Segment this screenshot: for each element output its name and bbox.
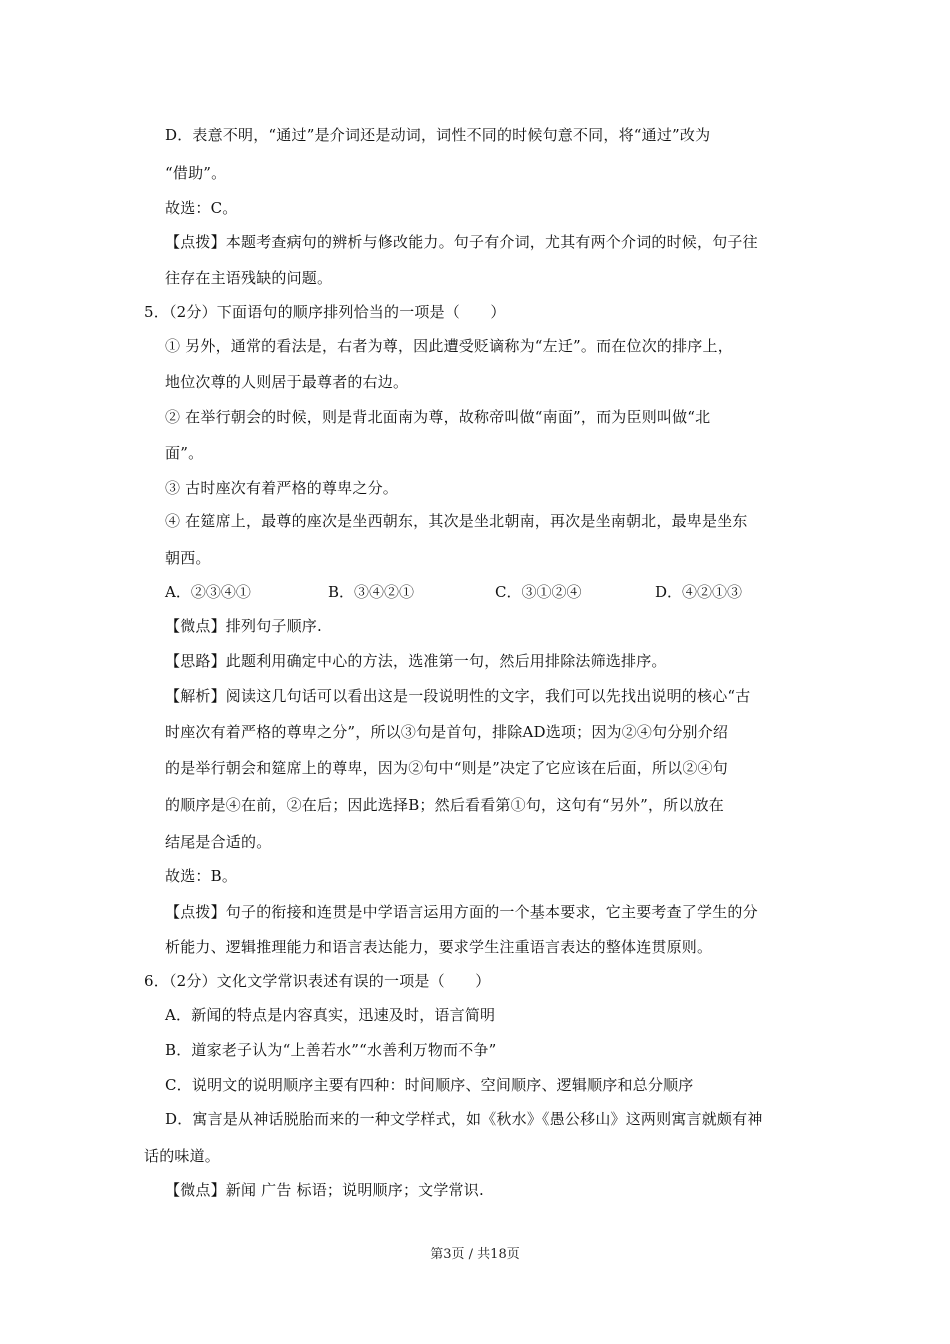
q6-option-d-line2: 话的味道。 — [144, 1147, 221, 1165]
q6-option-a: A．新闻的特点是内容真实，迅速及时，语言简明 — [165, 1006, 496, 1024]
q4-option-d-line1: D．表意不明，“通过”是介词还是动词，词性不同的时候句意不同，将“通过”改为 — [165, 126, 711, 144]
q5-sentence2-line2: 面”。 — [165, 444, 204, 462]
q5-option-a: A．②③④① — [165, 583, 251, 601]
q5-silu: 【思路】此题利用确定中心的方法，选准第一句，然后用排除法筛选排序。 — [165, 652, 667, 670]
q4-answer: 故选：C。 — [165, 199, 238, 217]
q5-jiexi-line2: 时座次有着严格的尊卑之分”，所以③句是首句，排除AD选项；因为②④句分别介绍 — [165, 723, 729, 741]
q6-option-c: C．说明文的说明顺序主要有四种：时间顺序、空间顺序、逻辑顺序和总分顺序 — [165, 1076, 694, 1094]
q6-option-d-line1: D．寓言是从神话脱胎而来的一种文学样式，如《秋水》《愚公移山》这两则寓言就颇有神 — [165, 1110, 763, 1128]
q5-jiexi-line3: 的是举行朝会和筵席上的尊卑，因为②句中“则是”决定了它应该在后面，所以②④句 — [165, 759, 728, 777]
q5-sentence4-line2: 朝西。 — [165, 549, 211, 567]
q5-options — [165, 582, 785, 602]
q5-jiexi-line5: 结尾是合适的。 — [165, 833, 272, 851]
q5-jiexi-line4: 的顺序是④在前，②在后；因此选择B；然后看看第①句，这句有“另外”，所以放在 — [165, 796, 724, 814]
q5-sentence3: ③ 古时座次有着严格的尊卑之分。 — [165, 479, 398, 497]
q5-option-d: D．④②①③ — [655, 583, 743, 601]
q6-stem: 6．（2分）文化文学常识表述有误的一项是（ ） — [144, 972, 491, 990]
q5-tip-line2: 析能力、逻辑推理能力和语言表达能力，要求学生注重语言表达的整体连贯原则。 — [165, 938, 713, 956]
q5-sentence4-line1: ④ 在筵席上，最尊的座次是坐西朝东，其次是坐北朝南，再次是坐南朝北，最卑是坐东 — [165, 512, 748, 530]
q5-stem: 5．（2分）下面语句的顺序排列恰当的一项是（ ） — [144, 303, 506, 321]
q5-option-b: B．③④②① — [328, 583, 415, 601]
page-number-footer: 第3页 / 共18页 — [430, 1247, 520, 1262]
q6-weidian: 【微点】新闻 广告 标语；说明顺序；文学常识. — [165, 1181, 484, 1199]
q5-option-c: C．③①②④ — [495, 583, 582, 601]
q5-weidian: 【微点】排列句子顺序. — [165, 617, 322, 635]
q5-answer: 故选：B。 — [165, 867, 238, 885]
q5-tip-line1: 【点拨】句子的衔接和连贯是中学语言运用方面的一个基本要求，它主要考查了学生的分 — [165, 903, 758, 921]
q5-jiexi-line1: 【解析】阅读这几句话可以看出这是一段说明性的文字，我们可以先找出说明的核心“古 — [165, 687, 751, 705]
q4-option-d-line2: “借助”。 — [165, 164, 227, 182]
q4-tip-line2: 往存在主语残缺的问题。 — [165, 269, 333, 287]
q5-sentence1-line2: 地位次尊的人则居于最尊者的右边。 — [165, 373, 409, 391]
q6-option-b: B．道家老子认为“上善若水”“水善利万物而不争” — [165, 1041, 497, 1059]
q5-sentence2-line1: ② 在举行朝会的时候，则是背北面南为尊，故称帝叫做“南面”，而为臣则叫做“北 — [165, 408, 711, 426]
q4-tip-line1: 【点拨】本题考查病句的辨析与修改能力。句子有介词，尤其有两个介词的时候，句子往 — [165, 233, 758, 251]
q5-sentence1-line1: ① 另外，通常的看法是，右者为尊，因此遭受贬谪称为“左迁”。而在位次的排序上， — [165, 337, 733, 355]
